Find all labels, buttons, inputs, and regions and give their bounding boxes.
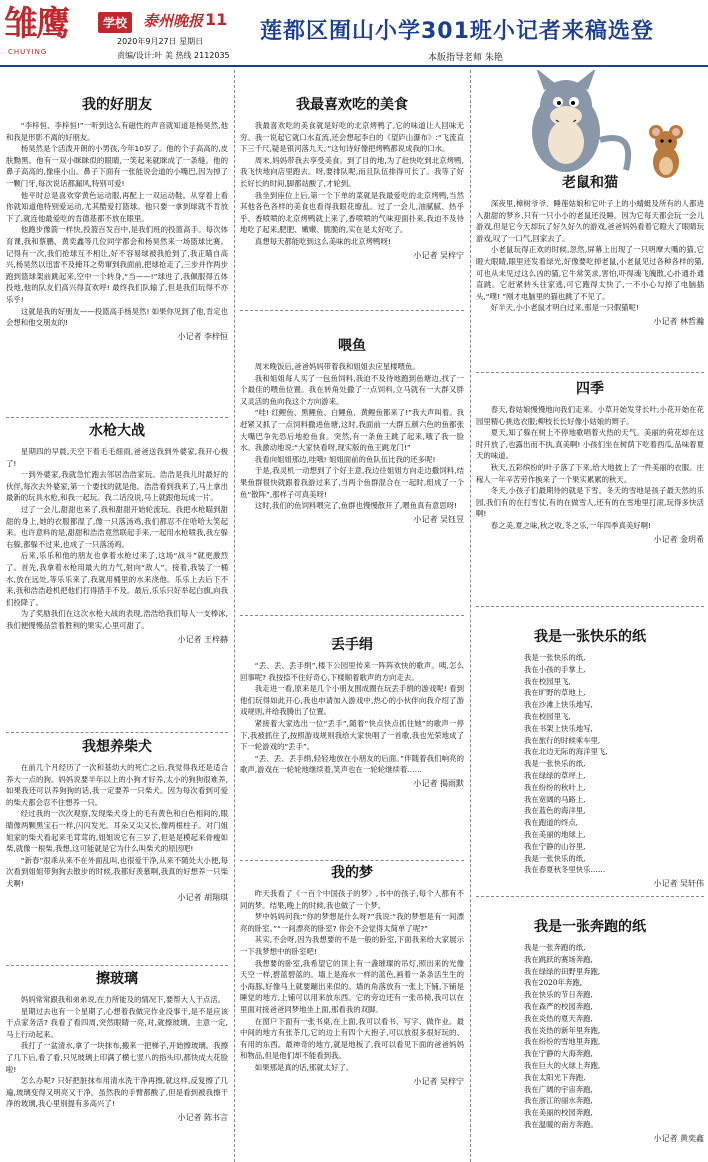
article-paragraph: “新春”很乖从来不在外面乱叫,也很爱干净,从来不随处大小便,每次看到姐姐带狗狗去散步的时候,我都好羡慕啊,我真的好想养一只柴犬啊! — [6, 855, 228, 888]
article-paragraph: “李梓恒、李梓恒!”一听到这么有磁性的声音就知道是杨昊然,他和我是形影不离的好朋友。 — [6, 121, 228, 142]
article-title: 擦玻璃 — [96, 971, 138, 987]
article-paragraph: 好半天,小小老鼠才明白过来,那是一只假猫呢! — [490, 303, 639, 313]
article-favorite-food — [240, 96, 464, 262]
article-author: 小记者 金玥希 — [653, 534, 704, 544]
column-divider — [234, 70, 235, 1162]
column-2 — [240, 70, 464, 1162]
article-paragraph: 其实,不会呀,因为我想要的不是一般的卧室,下面我来给大家展示一下我梦想中的卧室吧! — [240, 935, 464, 956]
article-paragraph: 星期四的早晨,天空下着毛毛细雨,爸爸送我到外婆家,我开心极了! — [6, 447, 228, 468]
article-paragraph: 他平时总是喜欢穿黄色运动服,再配上一双运动鞋。从穿着上看你就知道他特别爱运动,尤其酷爱打篮球。他只要一拿到球就不肯放下了,就连他最爱吃的肯德基都不放在眼里。 — [6, 190, 228, 223]
article-title: 四季 — [576, 381, 604, 397]
article-title: 我最喜欢吃的美食 — [296, 97, 408, 113]
article-mouse-and-cat — [476, 174, 704, 328]
article-window — [6, 970, 228, 1124]
article-title: 丢手绢 — [331, 637, 373, 653]
article-author: 小记者 林哲瀚 — [653, 316, 704, 326]
article-paragraph: 我坐到座位上后,第一个下单的菜就是我最爱吃的北京烤鸭,当然其他各色各样的美食也看得我眼花缭乱。过了一会儿,油腻腻、热乎乎、香喷喷的北京烤鸭就上来了,香喷喷的气味迎面扑来,我迫不及待地吃了起来,肥肥、嫩嫩、脆脆的,实在是太好吃了。 — [240, 190, 464, 235]
article-paragraph: 这就是我的好朋友——投篮高手杨昊然! 如果你见到了他,肯定也会想和他交朋友的! — [6, 306, 229, 328]
article-feeding-fish — [240, 337, 464, 526]
poem-line: 我是一张奔跑的纸, — [524, 943, 586, 952]
poem-line: 我在广阔的宇宙奔跑, — [524, 1084, 593, 1094]
article-paragraph: “哇! 红鲤鱼、黑鲤鱼、白鲤鱼、黄鲤鱼都来了!”我大声叫着。我赶紧又抓了一点饲料撒进鱼塘,这时,我面前一大群五颜六色的鱼都张大嘴巴争先恐后地抢鱼食。突然,有一条鱼王跳了起来,哦了我一脸水。我激动地说:“大家快看呀,现实版的鱼王跳龙门!” — [240, 408, 464, 453]
poem-line: 我在蓝色的海洋里, — [524, 806, 586, 816]
section-tag: 学校 — [98, 12, 132, 33]
column-1 — [6, 70, 228, 1162]
logo: 雏鹰 — [4, 4, 68, 44]
article-my-good-friend — [6, 96, 228, 343]
editor-line: 责编/设计:叶 美 热线 2112035 — [117, 51, 230, 60]
poem-line: 我在炎热的夏天奔跑, — [524, 1013, 593, 1023]
article-paragraph: 夏天,知了躲在树上不停地歌唱着火热的天气。美丽的荷花却在这时开放了,也露出而不执,真美啊! 小孩们坐在树荫下吃着西瓜,品味着夏天的味道。 — [476, 428, 704, 461]
article-paragraph: 昨天我看了《一百个中国孩子的梦》,书中的孩子,每个人都有不同的梦。结果,晚上的时候,我也做了一个梦。 — [240, 889, 464, 910]
poem-line: 我在快乐的节日奔跑, — [524, 990, 593, 1000]
poem-line: 我在森严的校园奔跑, — [524, 1001, 593, 1011]
article-author: 小记者 李梓恒 — [177, 331, 228, 341]
poem-line: 我在绿绿的田野里奔跑, — [524, 966, 601, 976]
poem-line: 我在校园里飞, — [524, 711, 571, 721]
article-paragraph: 冬天,小孩子们最期待的就是下雪。冬天的雪地是孩子最天然的乐园,我们有的在打雪仗,有的在做雪人,还有的在雪地里打滚,玩得多快活啊! — [476, 486, 704, 519]
header-rule — [0, 65, 708, 67]
article-paragraph: 于是,我灵机一动想到了个好主意,我边往姐姐方向走边撒饲料,结果鱼群很快就跟着我游过来了,当两个鱼群混合在一起时,组成了一个鱼“散阵”,那样子可真美呀! — [240, 466, 464, 499]
article-my-dream — [240, 864, 464, 1088]
poem-line: 我在跳跃的赛场奔跑, — [524, 954, 593, 964]
poem-line: 我在书架上快乐地写, — [524, 723, 593, 733]
article-paragraph: 梦中妈妈问我:“你的梦想是什么呀?”我说:“我的梦想是有一间漂亮的卧室。”“一间漂亮的卧室? 你会不会觉得太简单了呢?” — [240, 912, 464, 933]
article-paragraph: 我看向姐姐那边,哇哦! 姐姐面前的鱼队伍比我的还多呢! — [254, 454, 436, 464]
article-paragraph: 如果那是真的话,那就太好了。 — [254, 1062, 354, 1072]
article-paragraph: 小老鼠玩得正欢的时候,忽然,屏幕上出现了一只明摩大嘴的猫,它瞪大眼睛,眼里还发着绿光,好像要吃掉老鼠,小老鼠见过各种各样的猫,可也从未见过这么凶的猫,它牛常笑求,害怕,吓得魂飞魄散,心扑通扑通直跳。它赶紧转头往家逃,可它跑得太快了,一不小心勾掉了电脑插头,“噗! ”刚才电脑里的猫也跳了不见了。 — [476, 245, 704, 301]
article-title: 我的梦 — [331, 865, 373, 881]
article-paragraph: 怎么办呢? 只好把脏抹布用清水洗干净再擦,就这样,反复擦了几遍,玻璃变得又明亮又干净。虽然我的手臂都酸了,但是看到被我擦干净的玻璃,我心里别提有多高兴了! — [6, 1076, 228, 1109]
article-author: 小记者 吴钰昱 — [413, 514, 464, 524]
article-divider — [476, 606, 704, 607]
issue-date: 2020年9月27日 星期日 — [117, 37, 204, 46]
article-paragraph: 杨昊然是个活泼开朗的小男孩,今年10岁了。他的个子高高的,皮肤黝黑。他有一双小眯眯似的眼睛,一笑起来就眯成了一条缝。他的鼻子高高的,像座小山。鼻子下面有一张能说会道的小嘴巴,因为掉了一颗门牙,每次说话都漏风,特别可爱! — [6, 144, 228, 188]
article-four-seasons — [476, 380, 704, 546]
article-paragraph: 星期过去也有一个星期了,心想着我做完作业没事干,是不是应该干点家务活? 我看了看四周,突然眼睛一亮,对,就擦玻璃。主意一定,马上行动起来。 — [6, 1006, 228, 1039]
article-paragraph: 我打了一盆清水,拿了一块抹布,搬来一把梯子,开始擦玻璃。我擦了几下后,看了看,只见玻璃上印满了横七竖八的指头印,都快成大花脸啦! — [6, 1041, 228, 1074]
article-author: 小记者 吴梓宁 — [413, 250, 464, 260]
article-paragraph: 紧接着大家选出一位“丢手”,随着“快点快点抓住她”的歌声一停下,我被抓住了,按照游戏规则我给大家快唱了一首歌,我也光荣地成了下一轮游戏的“丢手”。 — [240, 718, 464, 752]
article-divider — [476, 896, 704, 897]
article-paragraph: 春天,春姑娘慢慢地向我们走来。小草开始发芽长叶;小花开始在花园里精心挑选衣服;柳枝长长好像小姑娘的辫子。 — [476, 405, 704, 426]
poem-line: 我在旷野的草地上, — [524, 688, 586, 698]
poem-title: 我是一张奔跑的纸 — [534, 919, 646, 935]
article-divider — [6, 732, 228, 733]
poem-line: 我在北边无际的海洋里飞, — [524, 747, 608, 757]
poem-line: 我在春夏秋冬里快乐…… — [524, 865, 606, 875]
article-paragraph: 我最喜欢吃的美食就是好吃的北京烤鸭了,它的味道让人回味无穷。我一说起它就口水直流,还会想起李白的《望庐山瀑布》:“飞流直下三千尺,疑是银河落九天。”这句诗好像把烤鸭都说成我的口水。 — [240, 121, 464, 154]
article-paragraph: 我走进一看,原来是几个小朋友围成圈在玩丢手绢的游戏呢! 看到他们玩得如此开心,我也申请加入游戏中,热心的小伙伴向我介绍了游戏规则,并给我腾出了位置。 — [240, 684, 464, 717]
article-paragraph: 经过我的一次次观察,发现柴犬身上的毛有黄色和白色相间的,眼睛像两颗黑宝石一样,闪闪发光。耳朵又尖又长,像两根柱子。对门姐姐家的柴犬看起来毛茸茸的,姐姐说它有三岁了,但是是模起来骨瘦如柴,就像一根柴,我想,这可能就是它为什么叫柴犬的原因吧! — [6, 809, 228, 854]
poem-line: 我在跑道的终点, — [524, 818, 579, 828]
poem-line: 我在绿绿的草坪上, — [524, 770, 586, 780]
article-title: 我想养柴犬 — [82, 739, 152, 755]
article-author: 小记者 王梓赫 — [177, 634, 228, 644]
article-shiba — [6, 738, 228, 904]
poem-line: 我在巨大的火球上奔跑, — [524, 1060, 601, 1070]
article-divider — [240, 310, 464, 311]
page-number: 11 — [205, 10, 228, 29]
article-title: 水枪大战 — [89, 423, 145, 439]
article-paragraph: 他跑步像箭一样快,投篮百发百中,是我们班的投篮高手。每次体育课,我和蔡鹏、黄奕鑫等几位同学都会和杨昊然来一场篮球比赛。记得有一次,我们抢球互不相让,好不容易球被我抢到了,我正瞄自高兴,杨昊然以迅雷不及掩耳之势窜到我面前,把球抢走了,三步并作两步跑到篮球架前跳起来,空中一个转身,“当——!”球进了,我佩服得五体投地,他的队友们高兴得直欢呼! 最终我们队输了,但是我们玩得不亦乐乎! — [6, 225, 228, 304]
article-divider — [476, 372, 704, 373]
article-divider — [240, 860, 464, 861]
poem-line: 我在宁静的山谷里, — [524, 841, 586, 851]
poem-line: 我在美丽的地球上, — [524, 829, 586, 839]
article-author: 小记者 胡翔琪 — [177, 892, 228, 902]
logo-subtitle: CHUYING — [8, 48, 48, 56]
article-paragraph: 我和姐姐每人买了一包鱼饲料,我迫不及待地跑到鱼塘边,找了一个最佳的喂鱼位置。我在转角处撒了一点饲料,立马就有一大群又胖又灵活的鱼向我这个方向游来。 — [240, 373, 464, 406]
poem-line: 我在炎热的新年里奔跑, — [524, 1025, 601, 1035]
article-paragraph: 一到外婆家,我就急忙跑去邻居浩浩家玩。浩浩是我儿时最好的伙伴,每次去外婆家,第一个要找的就是他。浩浩看到我来了,马上拿出最新的玩具水枪,和我一起玩。我二话没说,马上就跟他玩成一片。 — [6, 470, 228, 503]
poem-line: 我在宁静的大海奔跑, — [524, 1049, 593, 1059]
article-paragraph: 这时,我们的鱼饲料喂完了,鱼群也慢慢散开了,喂鱼真有意思呀! — [254, 501, 457, 511]
article-divider — [6, 417, 228, 418]
article-paragraph: 妈妈常常跟我和弟弟说,在力所能及的情况下,要帮大人干点活。 — [20, 995, 226, 1004]
article-paragraph: “丢、丢、丢手绢”,楼下公园里传来一阵阵欢快的歌声。咦,怎么回事呢? 我按捺不住好奇心,下楼顺着歌声的方向走去。 — [240, 661, 464, 682]
article-paragraph: 在前几个月经历了一次和基幼大的死亡之后,我觉得我还是适合养大一点的狗。妈妈说要半年以上的小狗才好养,太小的狗狗很难养,如果我还可以养狗狗的话,我一定要养一只柴犬。因为每次看到可爱的柴犬都会忍不住想养一只。 — [6, 763, 228, 807]
poem-line: 我在校园里飞, — [524, 676, 571, 686]
article-paragraph: 为了奖励我们在这次水枪大战的表现,浩浩给我们每人一支棒冰,我们便慢慢品尝着胜利的果实,心里可甜了。 — [6, 609, 228, 630]
poem-line: 我在小孩的手掌上, — [524, 664, 586, 674]
poem-title: 我是一张快乐的纸 — [534, 629, 646, 645]
article-title: 我的好朋友 — [82, 97, 152, 113]
article-author: 小记者 陈书言 — [177, 1112, 228, 1122]
column-3 — [476, 70, 704, 1162]
article-paragraph: 深夜里,樟树爷爷、睡莲姑娘和它叶子上的小蜻蜓及所有的人都进入甜甜的梦乡,只有一只小小的老鼠还没睡。因为它每天都会玩一会儿游戏,但是它今天却玩了好久好久的游戏,爸爸妈妈看着它瞪大了眼睛玩游戏,叹了一口气,回家去了。 — [476, 199, 704, 243]
article-paragraph: 在窗户下面有一张书桌,在上面,我可以看书、写字、做作业。最中间的地方有张茶几,它的边上有四个大抱子,可以放很多很好玩的、有用的东西。最神奇的地方,就是地板了,我可以看见下面的爸爸妈妈和物品,但是他们却不能看到我。 — [240, 1016, 464, 1061]
poem-line: 我是一张快乐的纸, — [524, 853, 586, 863]
poem-line: 我在纷纷的秋叶上, — [524, 782, 586, 792]
poem-line: 我在2020年奔跑, — [524, 978, 583, 988]
poem-line: 我在美丽的校园奔跑, — [524, 1108, 593, 1118]
poem-author: 小记者 吴轩伟 — [653, 879, 704, 889]
poem-line: 我在太阳光下奔跑, — [524, 1072, 586, 1082]
article-paragraph: 我想要的卧室,我希望它的顶上有一盏璀璨的吊灯,照出来的光像天空一样,碧蓝碧蓝的。墙上是海水一样的蓝色,画着一条条活生生的小海豚,好像马上就要蹦出来似的。墙的角落放有一张上下铺,下铺是睡觉的地方,上铺可以用来放东西。它的旁边还有一张吊椅,我可以在里面对接爸爸同梦地坐上面,那看我的双脚。 — [240, 958, 464, 1014]
article-title: 喂鱼 — [338, 338, 366, 354]
poem-line: 我在纷纷的雪地里奔跑, — [524, 1037, 601, 1047]
poem-line: 我在宽阔的马路上, — [524, 794, 586, 804]
article-paragraph: 春之美,夏之味,秋之收,冬之乐,一年四季真美好啊! — [490, 520, 651, 530]
poem-line: 我是一张快乐的纸, — [524, 759, 586, 769]
article-water-gun — [6, 422, 228, 646]
poem-line: 我是一张快乐的纸, — [524, 653, 586, 662]
poem-author: 小记者 黄奕鑫 — [653, 1133, 704, 1143]
page-headline: 莲都区囿山小学301班小记者来稿选登 — [260, 19, 654, 44]
poem-line: 我在浙江的丽水奔跑, — [524, 1096, 593, 1106]
article-paragraph: 过了一会儿,甜甜也来了,我和甜甜开始轮流玩。我把水枪瞄到甜甜的身上,她的衣服都湿了,像一只落汤鸡,我们都忍不住哈哈大笑起来。也许意料的是,甜甜和浩浩竟然联起手来,一起用水枪喷我,我左躲右躲,都躲不过来,也成了一只落汤鸡。 — [6, 504, 228, 549]
article-paragraph: 真想每天都能吃到这么美味的北京烤鸭呀! — [254, 236, 391, 246]
teacher-credit: 本版指导老师 朱艳 — [428, 53, 503, 63]
article-paragraph: 后来,乐乐和他的朋友也拿着水枪过来了,这场“战斗”就更激烈了。首先,我拿着水枪用最大的力气,射向“敌人”。接着,我装了一桶水,放在远处,等乐乐来了,我就用桶里的水来浇他。乐乐上去后下不来,我和浩浩趁机把他们打得措手不及。最后,乐乐只好举起白旗,向我们投降了。 — [6, 551, 228, 607]
poem-line: 我在温暖的南方奔跑。 — [524, 1119, 598, 1129]
poem-happy-paper — [476, 628, 704, 890]
poem-running-paper — [476, 918, 704, 1145]
article-divider — [240, 615, 464, 616]
article-handkerchief — [240, 636, 464, 790]
article-paragraph: 周末晚饭后,爸爸妈妈带着我和姐姐去应星楼喂鱼。 — [254, 362, 420, 371]
article-author: 小记者 揭雨默 — [413, 778, 464, 788]
article-paragraph: 秋天,五彩缤纷的叶子落了下来,给大地披上了一件美丽的衣服。庄稼人一年辛苦劳作换来了一个果实累累的秋天。 — [476, 462, 704, 484]
article-paragraph: 周末,妈妈带我去享受美食。到了目的地,为了赶快吃到北京烤鸭,我飞快地向店里跑去。呀,要排队呢,而且队伍排得可长了。我等了好长好长的时间,脚都站酸了,才轮到。 — [240, 155, 464, 188]
paper-name: 泰州晚报 — [143, 12, 204, 30]
article-author: 小记者 吴梓宁 — [413, 1076, 464, 1086]
poem-line: 我在旅行的时候乘车里, — [524, 735, 601, 745]
article-paragraph: “丢、丢、丢手绢,轻轻地放在小朋友的后面。”伴随着我们响亮的歌声,游戏在一轮轮地继续着,笑声也在一轮轮继续着…… — [240, 753, 464, 775]
article-title: 老鼠和猫 — [562, 175, 618, 191]
column-divider — [470, 70, 471, 1162]
article-divider — [6, 965, 228, 966]
poem-line: 我在沙滩上快乐地写, — [524, 700, 593, 710]
